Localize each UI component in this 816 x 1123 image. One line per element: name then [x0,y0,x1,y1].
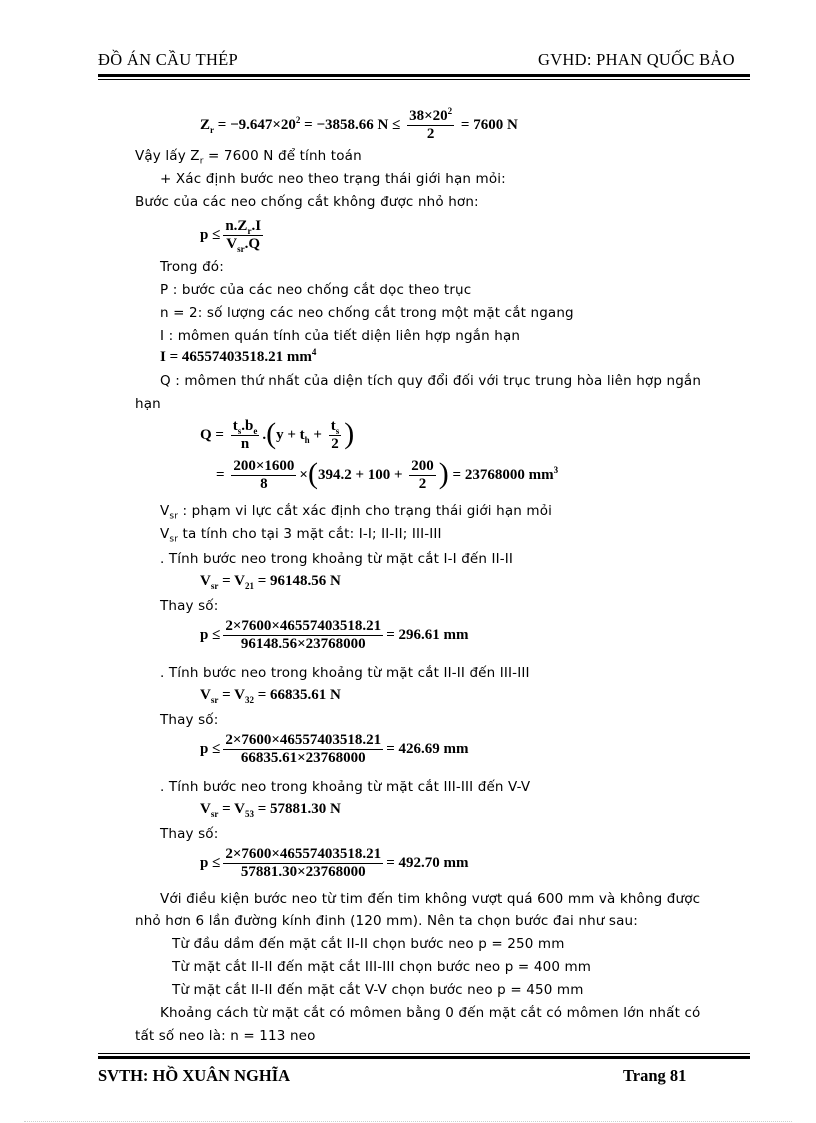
equation-vsr-2: $V_{sr} = V_{32} = 66835.61$ N [200,687,341,705]
equation-i-value: I = 46557403518.21 $mm^4$ [160,347,317,365]
equation-vsr-3: $V_{sr} = V_{53} = 57881.30$ N [200,801,341,819]
text-line-thay-so-1: Thay số: [160,598,219,614]
header-title: ĐỒ ÁN CẦU THÉP [98,50,239,69]
text-line-pitch-250: Từ đầu dầm đến mặt cắt II-II chọn bước neo p = 250 mm [172,936,565,952]
section-heading-1: . Tính bước neo trong khoảng từ mặt cắt I-I đến II-II [160,551,514,567]
equation-q-value: = $\frac{200\times 1600}{8}$ ×(394.2 + 100 + $\frac{200}{2}$ ) = 23768000 $mm^3$ [216,456,559,492]
text-line-conclusion-4: tất số neo là: n = 113 neo [135,1028,316,1044]
text-line-q-def-cont: hạn [135,396,161,412]
footer-page-number: Trang 81 [623,1066,687,1085]
equation-p-2: p ≤ $\frac{2\times 7600\times 46557403518.21}{66835.61\times 23768000}$ = 426.69 mm [200,732,469,766]
text-line-i-def: I : mômen quán tính của tiết diện liên hợp ngắn hạn [160,328,521,344]
text-line-conclusion-3: Khoảng cách từ mặt cắt có mômen bằng 0 đến mặt cắt có mômen lớn nhất có [160,1005,701,1021]
footer-rule-thick [98,1056,750,1059]
footer-rule-thin [98,1053,750,1054]
equation-vsr-1: $V_{sr} = V_{21} = 96148.56$ N [200,573,341,591]
equation-zr: $Z_r = -9.647\times 20^2 = -3858.66$ N ≤ $\frac{38\times 20^2}{2}$ = 7600 N [200,106,518,142]
text-line-q-def: Q : mômen thứ nhất của diện tích quy đổi đối với trục trung hòa liên hợp ngắn [160,373,702,389]
section-heading-3: . Tính bước neo trong khoảng từ mặt cắt III-III đến V-V [160,779,531,795]
equation-p-3: p ≤ $\frac{2\times 7600\times 46557403518.21}{57881.30\times 23768000}$ = 492.70 mm [200,846,469,880]
text-line-pitch-400: Từ mặt cắt II-II đến mặt cắt III-III chọn bước neo p = 400 mm [172,959,592,975]
text-line-zr-choice: Vậy lấy $Z_r = 7600$ N để tính toán [135,148,362,167]
text-line-n-def: n = 2: số lượng các neo chống cắt trong một mặt cắt ngang [160,305,574,321]
text-line-conclusion-2: nhỏ hơn 6 lần đường kính đinh (120 mm). Nên ta chọn bước đai như sau: [135,913,638,929]
page-edge-dots [24,1121,792,1122]
equation-p-general: p ≤ $\frac{n.Z_r.I}{V_{sr}.Q}$ [200,218,262,254]
equation-p-1: p ≤ $\frac{2\times 7600\times 46557403518.21}{96148.56\times 23768000}$ = 296.61 mm [200,618,469,652]
text-line-thay-so-2: Thay số: [160,712,219,728]
text-line-thay-so-3: Thay số: [160,826,219,842]
header-advisor: GVHD: PHAN QUỐC BẢO [538,50,735,69]
text-line-pitch-min: Bước của các neo chống cắt không được nhỏ hơn: [135,194,479,210]
text-line-vsr-def: $V_{sr}$ : phạm vi lực cắt xác định cho trạng thái giới hạn mỏi [160,503,553,522]
header-rule-thick [98,74,750,77]
section-heading-2: . Tính bước neo trong khoảng từ mặt cắt II-II đến III-III [160,665,530,681]
text-line-conclusion-1: Với điều kiện bước neo từ tim đến tim không vượt quá 600 mm và không được [160,891,701,907]
header-rule-thin [98,79,750,80]
footer-student: SVTH: HỒ XUÂN NGHĨA [98,1066,291,1085]
equation-q-formula: Q = $\frac{t_s.b_e}{n}$ $.(y + t_h$ + $\frac{t_s}{2}$ ) [200,416,355,452]
text-line-p-def: P : bước của các neo chống cắt dọc theo trục [160,282,472,298]
text-line-pitch-450: Từ mặt cắt II-II đến mặt cắt V-V chọn bước neo p = 450 mm [172,982,584,998]
text-line-vsr-sections: $V_{sr}$ ta tính cho tại 3 mặt cắt: I-I; II-II; III-III [160,526,442,545]
zr-fraction: $\frac{38\times 20^2}{2}$ [409,106,453,142]
text-line-fatigue: + Xác định bước neo theo trạng thái giới hạn mỏi: [160,171,506,187]
text-line-where: Trong đó: [160,259,224,275]
